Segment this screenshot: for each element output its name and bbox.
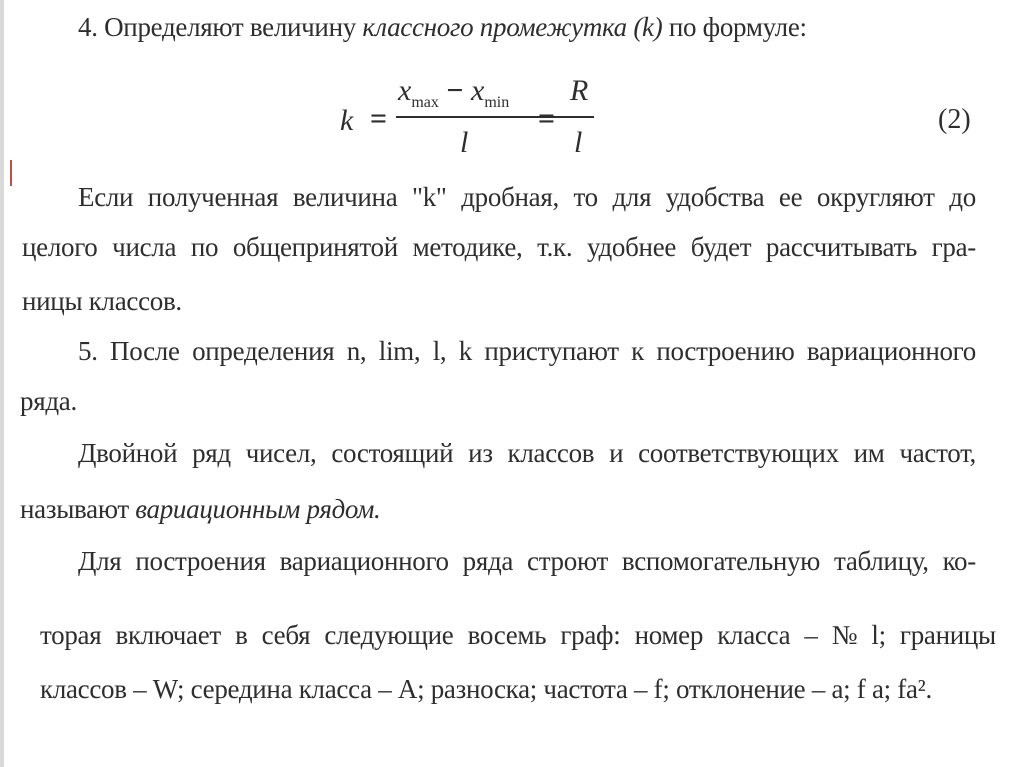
word: номер [634,620,704,650]
formula-R: R [570,74,589,107]
word: № [831,620,858,650]
formula-xmax-sub: max [411,94,439,111]
para2-line1 [78,334,976,368]
word: методике, [412,232,523,262]
formula-number: (2) [938,104,971,135]
word: удобства [665,182,765,212]
para1-line2 [22,230,976,264]
formula-minus: − [438,74,471,107]
formula-denominator-1: l [460,126,469,159]
step-4-heading [78,10,807,44]
para4-line3: классов – W; середина класса – А; разноска; частота – f; отклонение – а; f а; fа². [40,674,932,704]
word: рассчитывать [765,232,917,262]
heading-term: классного промежутка (k) [362,12,663,42]
word: из [468,438,493,468]
word: дробная, [461,182,559,212]
word: к [631,336,644,366]
para3-line1 [78,436,976,470]
word: величина [292,182,398,212]
word: торая [40,620,102,650]
word: по [190,232,219,262]
word: полученная [147,182,279,212]
formula-xmin: x [470,74,485,107]
word: удобнее [586,232,677,262]
formula-numerator [398,74,509,112]
word: k [458,336,472,366]
word: l; [871,620,886,650]
para4-line2 [40,618,996,652]
word: построения [135,546,266,576]
word: и [609,438,624,468]
word: целого [22,232,98,262]
word: ряда [462,546,514,576]
word: Двойной [78,438,178,468]
para2-line2: ряда. [20,386,77,416]
word: n, [346,336,367,366]
word: ряд [192,438,231,468]
word: вариационного [806,336,976,366]
word: После [110,336,180,366]
word: следующие [324,620,454,650]
word: для [612,182,652,212]
word: себя [261,620,311,650]
word: l, [432,336,447,366]
formula-equals-1: = [370,102,388,135]
word: – [804,620,818,650]
word: ее [778,182,803,212]
para1-line3: ницы классов. [22,286,182,316]
formula-fraction-bar-2 [566,116,594,118]
word: "k" [411,182,447,212]
word: в [235,620,248,650]
word: граф: [560,620,621,650]
word: чисел, [245,438,317,468]
word: границы [899,620,996,650]
slide-left-edge [0,0,4,767]
word: включает [115,620,221,650]
word: 5. [78,336,98,366]
word: вариационного [279,546,449,576]
word: числа [112,232,177,262]
word: Если [78,182,134,212]
word: до [949,182,976,212]
para3-line2-prefix: называют [20,494,136,524]
formula-xmax: x [398,74,412,107]
word: соответствующих [638,438,839,468]
word: lim, [378,336,421,366]
word: класса [717,620,791,650]
word: т.к. [537,232,573,262]
word: то [573,182,598,212]
word: строют [527,546,608,576]
formula-k: k [340,104,354,137]
variation-series-term: вариационным рядом. [135,494,381,524]
word: ко- [942,546,976,576]
word: гра- [931,232,976,262]
word: таблицу, [833,546,929,576]
word: приступают [484,336,619,366]
red-margin-mark [10,160,12,186]
word: построению [656,336,795,366]
word: частот, [899,438,976,468]
heading-suffix: по формуле: [662,12,807,42]
word: состоящий [331,438,454,468]
formula-xmin-sub: min [484,94,510,111]
word: восемь [467,620,547,650]
word: общепринятой [232,232,398,262]
word: Для [78,546,122,576]
formula-equals-2: = [538,102,556,135]
word: вспомогательную [621,546,821,576]
word: им [853,438,885,468]
word: округляют [816,182,935,212]
para4-line1 [78,544,976,578]
word: определения [192,336,335,366]
formula-denominator-2: l [574,126,583,159]
word: классов [507,438,595,468]
word: будет [690,232,752,262]
para1-line1 [78,180,976,214]
para3-line2 [20,492,380,526]
heading-prefix: 4. Определяют величину [78,12,363,42]
